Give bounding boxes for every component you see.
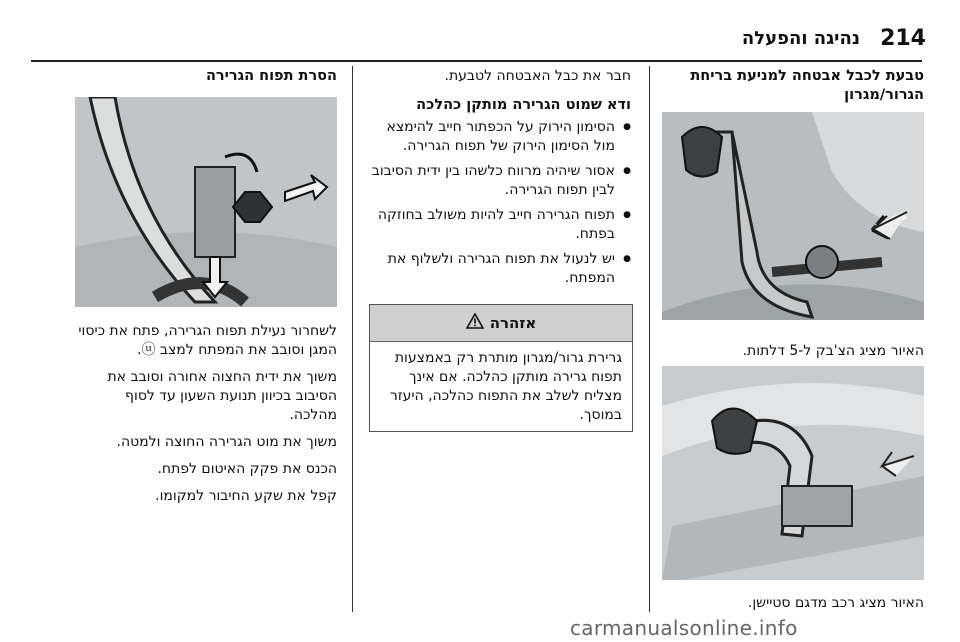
intro-text: חבר את כבל האבטחה לטבעת.: [444, 68, 631, 84]
body-paragraph: משוך את מוט הגרירה החוצה ולמטה.: [116, 434, 337, 450]
bullet-list: [369, 118, 631, 288]
warning-triangle-icon: [466, 313, 484, 333]
illustration-svg: [662, 366, 924, 580]
header-rule: [31, 60, 922, 62]
watermark: carmanualsonline.info: [570, 616, 798, 640]
warning-title: אזהרה: [489, 314, 537, 332]
warning-text: גרירת גרור/מגרון מותרת רק באמצעות תפוח גרירה מותקן כהלכה. אם אינך מצליח לשלב את התפוח כהלכה, היעזר במוסך.: [389, 350, 622, 423]
body-paragraph: הכנס את פקק האיטום לפתח.: [157, 461, 337, 477]
left-column: [75, 67, 337, 86]
right-column: [660, 67, 924, 105]
body-paragraph: קפל את שקע החיבור למקומו.: [155, 488, 337, 504]
column-divider: [352, 66, 353, 612]
page-number: 214: [880, 26, 926, 51]
column-divider: [649, 66, 650, 612]
tow-bar-illustration-wagon: [662, 366, 924, 580]
figure-caption: האיור מציג רכב מדגם סטיישן.: [747, 595, 924, 611]
list-item: ● תפוח הגרירה חייב להיות משולב בחוזקה בפתח.: [369, 206, 631, 244]
tow-bar-removal-illustration: [75, 97, 337, 307]
page-title: נהיגה והפעלה: [741, 28, 860, 49]
right-column-caption1-wrap: [660, 342, 924, 361]
warning-box: [369, 304, 633, 432]
section-heading: טבעת לכבל אבטחה למניעת בריחת הגרור/מגרון: [690, 68, 924, 103]
list-item: ● יש לנעול את תפוח הגרירה ולשלוף את המפתח.: [369, 250, 631, 288]
tow-bar-illustration-hatchback: [662, 112, 924, 320]
body-paragraph: לשחרור נעילת תפוח הגרירה, פתח את כיסוי המגן וסובב את המפתח למצב ⓤ.: [78, 323, 337, 358]
figure-caption: האיור מציג הצ'בק ל-5 דלתות.: [742, 343, 924, 359]
left-column-body: [75, 322, 337, 506]
illustration-svg: [662, 112, 924, 320]
middle-column: [369, 67, 631, 288]
body-paragraph: משוך את ידית החצוה אחורה וסובב את הסיבוב בכיוון תנועת השעון עד לסוף מהלכה.: [107, 369, 337, 423]
warning-header: [370, 305, 632, 342]
section-heading: הסרת תפוח הגרירה: [205, 68, 337, 84]
subheading: ודא שמוט הגרירה מותקן כהלכה: [416, 97, 631, 113]
right-column-caption2-wrap: [660, 594, 924, 613]
list-item: ● הסימון הירוק על הכפתור חייב להימצא מול הסימון הירוק של תפוח הגרירה.: [369, 118, 631, 156]
illustration-svg: [75, 97, 337, 307]
list-item: ● אסור שיהיה מרווח כלשהו בין ידית הסיבוב לבין תפוח הגרירה.: [369, 162, 631, 200]
